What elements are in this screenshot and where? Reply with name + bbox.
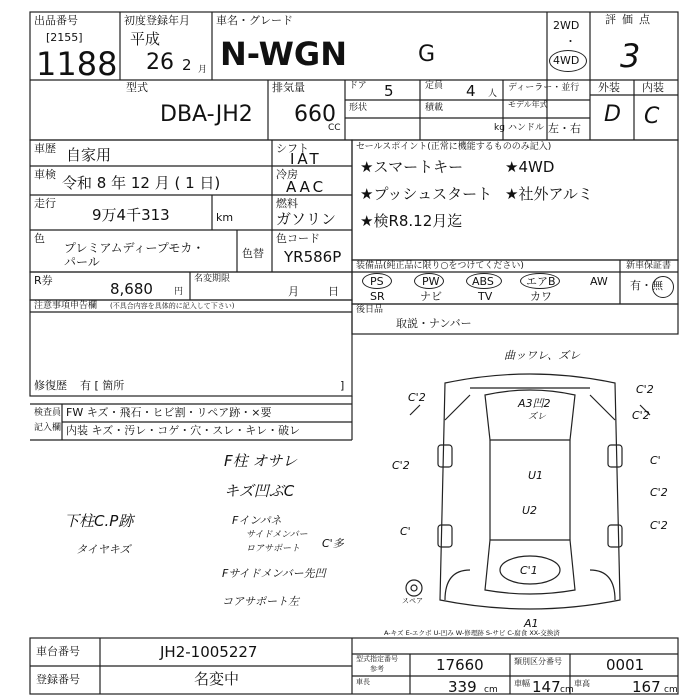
post-install-value: 取説・ナンバー <box>396 317 472 330</box>
height-unit: cm <box>664 685 678 695</box>
inspector-interior-line: 内装 キズ・汚レ・コゲ・穴・スレ・キレ・破レ <box>66 424 301 437</box>
name-change-label: 名変期限 <box>194 274 231 284</box>
drive-2wd: 2WD <box>553 19 580 32</box>
interior-grade: C <box>644 104 660 129</box>
handwritten-note-4: サイドメンバー <box>246 530 308 540</box>
spare-label: スペア <box>402 597 423 605</box>
length-label: 車長 <box>356 678 370 686</box>
handwritten-note-left-1: 下柱C.P跡 <box>64 512 134 530</box>
fuel-value: ガソリン <box>276 210 337 228</box>
usage-label: 車歴 <box>34 142 56 155</box>
diagram-label-c2-fr: C'2 <box>636 383 654 396</box>
dealer-label: ディーラー・並行 <box>508 83 580 93</box>
color-label: 色 <box>34 232 45 245</box>
sales-point-2: ★4WD <box>505 158 555 176</box>
color-code-label: 色コード <box>276 232 320 245</box>
model-label: 型式 <box>126 81 148 94</box>
height-value: 167 <box>632 678 661 696</box>
handwritten-note-1: F柱 オサレ <box>224 452 298 470</box>
first-reg-year: 26 <box>146 50 174 75</box>
equip-airbag-circle <box>520 273 560 289</box>
drive-4wd: 4WD <box>553 54 580 67</box>
displacement-unit: CC <box>328 123 341 133</box>
equip-pw-circle <box>414 273 444 289</box>
load-unit: kg <box>494 123 505 133</box>
displacement-value: 660 <box>294 102 336 127</box>
lot-sub: [2155] <box>46 31 83 44</box>
repair-history-value: 有 [ 箇所 <box>80 379 125 392</box>
notes-sub: (不具合内容を具体的に記入して下さい) <box>110 302 235 310</box>
drive-4wd-circle <box>549 50 587 72</box>
inspection-label: 車検 <box>34 168 56 181</box>
diagram-label-c-r: C' <box>650 454 661 467</box>
equip-abs-circle <box>466 273 502 289</box>
handwritten-note-7: Fサイドメンバー先凹 <box>222 567 326 580</box>
color-line1: プレミアムディープモカ・ <box>64 241 205 255</box>
repair-history-label: 修復歴 <box>34 379 67 392</box>
recycle-value: 8,680 <box>110 280 153 298</box>
handwritten-note-6: C'多 <box>322 537 344 550</box>
equip-leather: カワ <box>530 290 552 303</box>
color-line2: パール <box>64 255 100 269</box>
diagram-label-u2: U2 <box>522 504 538 517</box>
recycle-label: R券 <box>34 274 53 287</box>
mileage-unit: km <box>216 211 234 224</box>
handwritten-note-5: ロアサポート <box>246 544 301 554</box>
lot-number: 1188 <box>36 45 118 83</box>
handwritten-note-8: コアサポート左 <box>222 595 299 608</box>
handle-lr: 左・右 <box>548 122 581 135</box>
model-value: DBA-JH2 <box>160 102 253 127</box>
equip-aw: AW <box>590 275 608 288</box>
name-change-month: 月 <box>288 285 299 298</box>
first-reg-month: 2 <box>182 56 192 74</box>
sales-points-label: セールスポイント(正常に機能するもののみ記入) <box>356 142 552 152</box>
reg-label: 登録番号 <box>36 673 80 686</box>
length-value: 339 <box>448 678 477 696</box>
drive-dot: ・ <box>565 35 576 48</box>
equip-pw: PW <box>422 275 440 288</box>
repair-history-close: ] <box>340 379 345 392</box>
lot-label: 出品番号 <box>34 14 78 27</box>
color-code-value: YR586P <box>284 248 342 266</box>
inspector-exterior-line: FW キズ・飛石・ヒビ割・リペア跡・×要 <box>66 406 272 419</box>
equip-sr: SR <box>370 290 385 303</box>
new-car-warranty-label: 新車保証書 <box>626 261 672 271</box>
equip-airbag: エアB <box>526 275 556 288</box>
length-unit: cm <box>484 685 498 695</box>
rating-value: 3 <box>620 37 641 75</box>
name-grade-label: 車名・グレード <box>216 14 293 27</box>
equipment-label: 装備品(純正品に限り○をつけてください) <box>356 261 524 271</box>
handwritten-note-2: キズ凹ぶC <box>224 482 295 500</box>
inspector-label-2: 記入欄 <box>34 423 62 433</box>
post-install-label: 後日品 <box>356 305 384 315</box>
doors-label: ドア <box>349 81 367 91</box>
interior-label: 内装 <box>642 81 664 94</box>
handwritten-note-3: Fインパネ <box>232 514 282 527</box>
diagram-legend: A-キズ E-エクボ U-凹み W-修理跡 S-サビ C-腐食 XX-交換済 <box>384 629 560 637</box>
width-value: 147 <box>532 678 561 696</box>
diagram-label-a3: A3凹2 <box>518 397 551 410</box>
width-unit: cm <box>560 685 574 695</box>
car-name: N-WGN <box>220 35 347 73</box>
type-designation-ref: 参考 <box>370 665 384 673</box>
diagram-label-c2-fl: C'2 <box>408 391 426 404</box>
diagram-label-a1: A1 <box>524 617 539 630</box>
diagram-label-shift: ズレ <box>528 412 547 422</box>
diagram-label-c2-r2: C'2 <box>650 486 668 499</box>
first-reg-label: 初度登録年月 <box>124 14 190 27</box>
shift-value: IAT <box>290 150 322 168</box>
handle-label: ハンドル <box>508 123 545 133</box>
usage-value: 自家用 <box>66 146 112 164</box>
recycle-unit: 円 <box>174 287 184 297</box>
ac-label: 冷房 <box>276 168 298 181</box>
height-label: 車高 <box>574 679 590 688</box>
month-unit: 月 <box>198 65 208 75</box>
model-year-label: モデル年式 <box>508 100 548 109</box>
capacity-value: 4 <box>466 82 476 100</box>
diagram-label-c2-l: C'2 <box>392 459 410 472</box>
mileage-value: 9万4千313 <box>92 206 170 224</box>
equip-ps: PS <box>370 275 384 288</box>
spare-tire-icon <box>406 580 422 596</box>
mileage-label: 走行 <box>34 197 56 210</box>
capacity-label: 定員 <box>425 81 444 91</box>
fuel-label: 燃料 <box>276 197 298 210</box>
name-change-day: 日 <box>328 285 339 298</box>
load-label: 積載 <box>425 103 444 113</box>
sales-point-3: ★プッシュスタート <box>360 185 493 203</box>
grade: G <box>418 42 436 67</box>
inspection-value: 令和 8 年 12 月 ( 1 日) <box>62 174 221 192</box>
chassis-value: JH2-1005227 <box>160 643 258 661</box>
diagram-label-c-l: C' <box>400 525 411 538</box>
equip-navi: ナビ <box>420 290 442 303</box>
diagram-label-u1: U1 <box>528 469 544 482</box>
sales-point-4: ★社外アルミ <box>505 185 593 203</box>
displacement-label: 排気量 <box>272 81 305 94</box>
diagram-label-c2-fr2: C'2 <box>632 409 650 422</box>
width-label: 車幅 <box>514 679 530 688</box>
shape-label: 形状 <box>349 103 368 113</box>
equip-ps-circle <box>362 273 392 289</box>
sales-point-1: ★スマートキー <box>360 158 464 176</box>
diagram-label-c2-r3: C'2 <box>650 519 668 532</box>
equip-tv: TV <box>478 290 493 303</box>
ac-value: AAC <box>286 178 327 196</box>
category-label: 類別区分番号 <box>514 657 562 666</box>
shift-label: シフト <box>276 142 309 155</box>
diagram-label-c1: C'1 <box>520 564 538 577</box>
handwritten-note-left-2: タイヤキズ <box>76 543 131 556</box>
category-value: 0001 <box>606 656 645 674</box>
capacity-unit: 人 <box>488 89 498 99</box>
diagram-label-top: 曲ッワレ、ズレ <box>504 349 581 362</box>
exterior-grade: D <box>604 102 621 127</box>
reg-value: 名変中 <box>194 670 240 688</box>
equip-abs: ABS <box>472 275 494 288</box>
type-designation-value: 17660 <box>436 656 484 674</box>
type-designation-label: 型式指定番号 <box>356 655 398 663</box>
color-change-label: 色替 <box>242 247 264 260</box>
doors-value: 5 <box>384 82 394 100</box>
warranty-none-circle <box>652 276 674 298</box>
rating-label: 評価点 <box>605 13 656 26</box>
chassis-label: 車台番号 <box>36 645 80 658</box>
inspector-label-1: 検査員 <box>34 408 62 418</box>
exterior-label: 外装 <box>598 81 620 94</box>
sales-point-5: ★検R8.12月迄 <box>360 212 463 230</box>
notes-label: 注意事項申告欄 <box>34 301 98 311</box>
new-car-warranty-value: 有・無 <box>630 279 663 292</box>
era: 平成 <box>130 30 161 48</box>
